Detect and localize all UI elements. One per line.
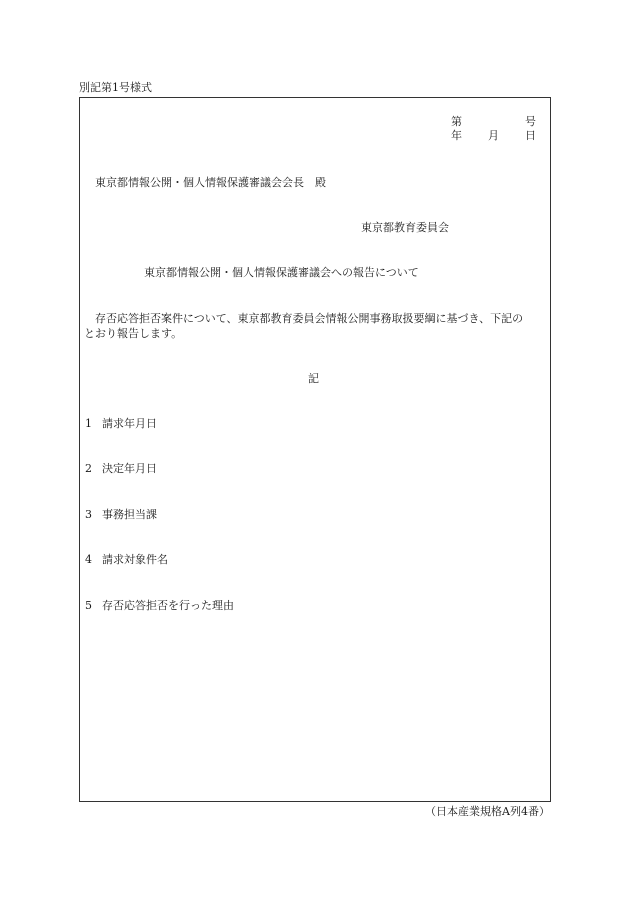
addressee: 東京都情報公開・個人情報保護審議会会長 殿 [95, 176, 326, 189]
list-item [85, 509, 157, 520]
ki-heading: 記 [308, 372, 319, 385]
document-number-suffix: 号 [525, 115, 536, 128]
date-month-label: 月 [488, 129, 499, 142]
list-item [85, 600, 234, 611]
document-number-label: 第 [451, 115, 462, 128]
body-text-line-1: 存否応答拒否案件について、東京都教育委員会情報公開事務取扱要綱に基づき、下記の [95, 312, 524, 325]
item-label: 存否応答拒否を行った理由 [102, 599, 234, 612]
item-number: 4 [85, 553, 92, 566]
item-label: 決定年月日 [102, 462, 157, 475]
sender: 東京都教育委員会 [361, 221, 449, 234]
list-item [85, 463, 157, 474]
date-year-label: 年 [451, 129, 462, 142]
item-label: 事務担当課 [102, 508, 157, 521]
item-label: 請求年月日 [102, 417, 157, 430]
item-label: 請求対象件名 [102, 553, 168, 566]
item-number: 3 [85, 508, 92, 521]
document-frame [79, 97, 551, 802]
item-number: 2 [85, 462, 92, 475]
form-number-label: 別記第1号様式 [79, 81, 152, 94]
subject-title: 東京都情報公開・個人情報保護審議会への報告について [144, 266, 419, 279]
paper-size-note: （日本産業規格A列4番） [425, 805, 550, 818]
list-item [85, 418, 157, 429]
list-item [85, 554, 168, 565]
item-number: 5 [85, 599, 92, 612]
date-day-label: 日 [525, 129, 536, 142]
body-text-line-2: とおり報告します。 [84, 327, 183, 340]
item-number: 1 [85, 417, 92, 430]
